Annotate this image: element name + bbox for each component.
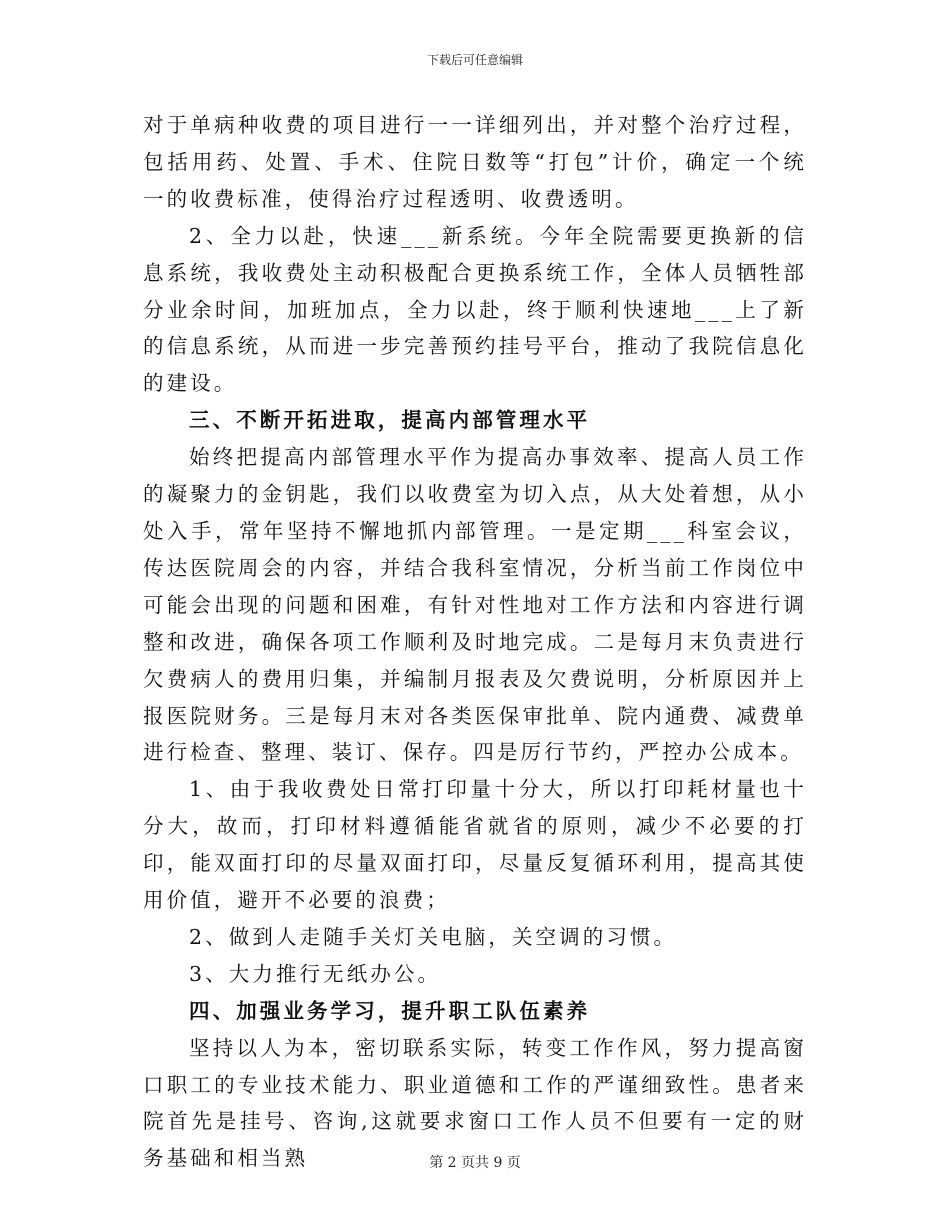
paragraph-staff-quality: 坚持以人为本，密切联系实际，转变工作作风，努力提高窗口职工的专业技术能力、职业道德和工作的严谨细致性。患者来院首先是挂号、咨询,这就要求窗口工作人员不但要有一定的财务基础和相当熟: [143, 1035, 807, 1171]
paragraph-internal-management: 始终把提高内部管理水平作为提高办事效率、提高人员工作的凝聚力的金钥匙，我们以收费室为切入点，从大处着想，从小处入手，常年坚持不懈地抓内部管理。一是定期___科室会议，传达医院周会的内容，并结合我科室情况，分析当前工作岗位中可能会出现的问题和困难，有针对性地对工作方法和内容进行调整和改进，确保各项工作顺利及时地完成。二是每月末负责进行欠费病人的费用归集，并编制月报表及欠费说明，分析原因并上报医院财务。三是每月末对各类医保审批单、院内通费、减费单进行检查、整理、装订、保存。四是厉行节约，严控办公成本。: [143, 445, 807, 765]
page-header: 下载后可任意编辑: [426, 53, 523, 67]
document-body: [143, 107, 807, 1177]
paragraph-item-3-paperless: 3、大力推行无纸办公。: [189, 961, 442, 986]
paragraph-item-1-printing: 1、由于我收费处日常打印量十分大，所以打印耗材量也十分大，故而，打印材料遵循能省就省的原则，减少不必要的打印，能双面打印的尽量双面打印，尽量反复循环利用，提高其使用价值，避开不必要的浪费；: [143, 777, 807, 913]
paragraph-item-2-power: 2、做到人走随手关灯关电脑，关空调的习惯。: [189, 924, 678, 949]
section-heading-4: 四、加强业务学习，提升职工队伍素养: [189, 998, 591, 1023]
page-footer: 第 2 页共 9 页: [429, 1155, 521, 1171]
paragraph-continuation: 对于单病种收费的项目进行一一详细列出，并对整个治疗过程，包括用药、处置、手术、住院日数等“打包”计价，确定一个统一的收费标准，使得治疗过程透明、收费透明。: [143, 113, 807, 211]
section-heading-3: 三、不断开拓进取，提高内部管理水平: [189, 408, 591, 433]
paragraph-item-2-system: 2、全力以赴，快速___新系统。今年全院需要更换新的信息系统，我收费处主动积极配合更换系统工作，全体人员牺牲部分业余时间，加班加点，全力以赴，终于顺利快速地___上了新的信息系统，从而进一步完善预约挂号平台，推动了我院信息化的建设。: [143, 223, 807, 396]
